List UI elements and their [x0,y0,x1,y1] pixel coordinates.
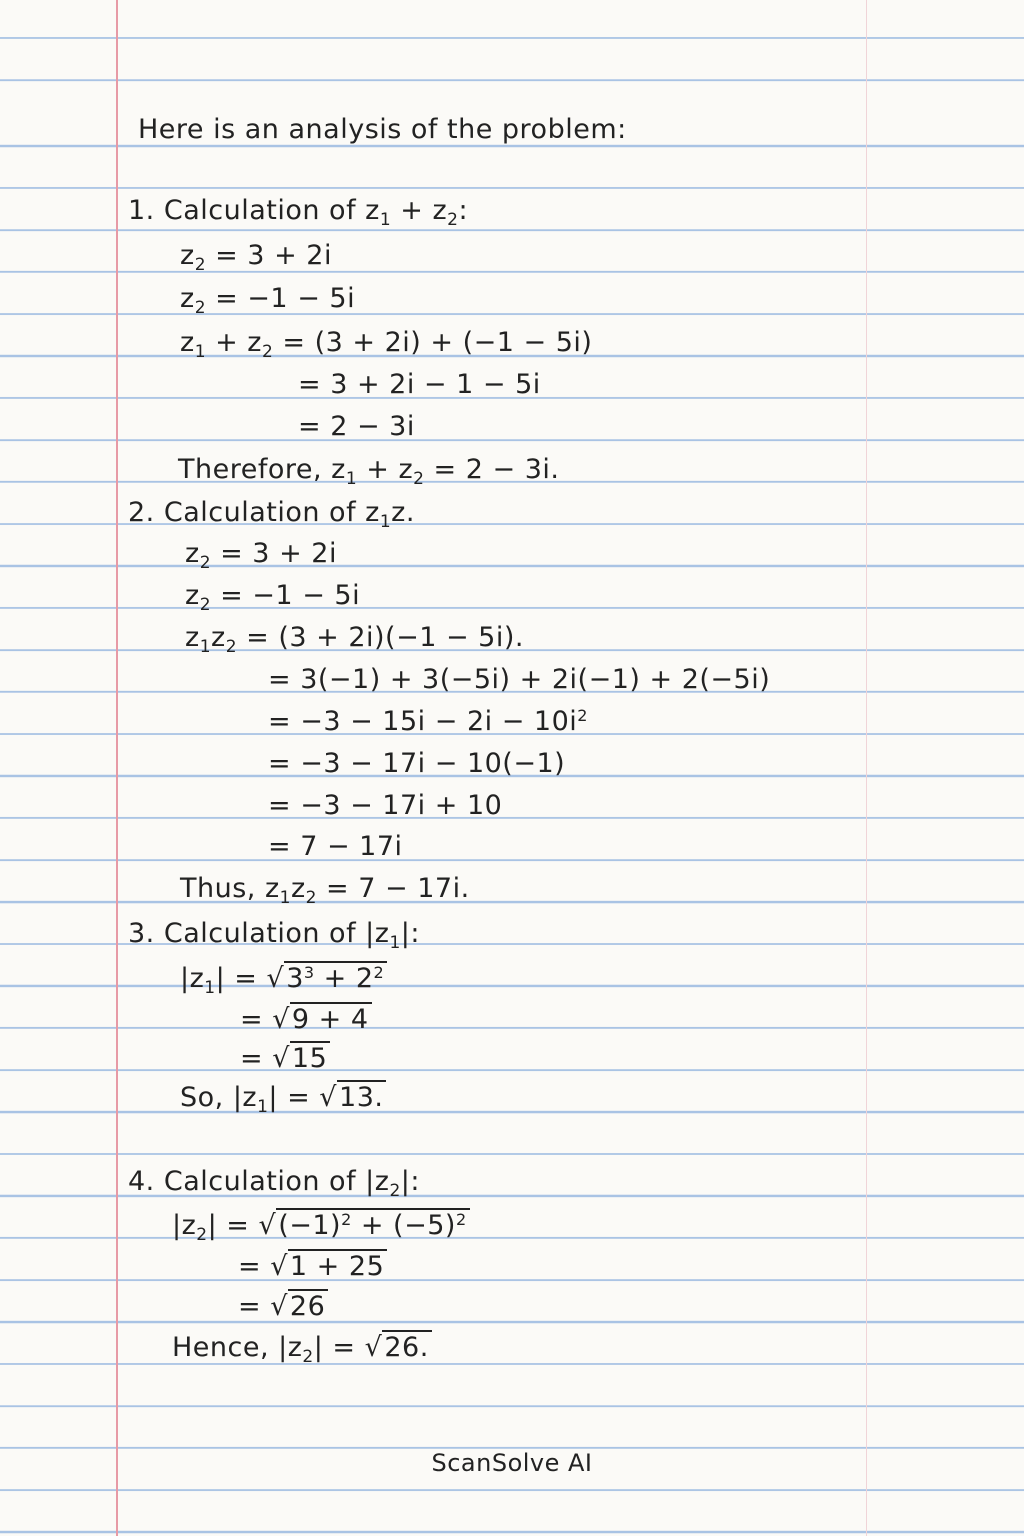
section-1-line-2: $z_2 = -1 - 5i$ [180,283,356,318]
radicand: 9 + 4 [290,1002,372,1035]
notebook-margin-line [116,0,118,1536]
section-3-conclusion: So, $|z_1| = √13$. [180,1081,386,1115]
section-2-line-5: = $-3 - 15i - 2i - 10i^2$ [268,706,588,737]
section-1-title: 1. Calculation of $z_1 + z_2$: [128,195,469,230]
radicand: 26. [382,1330,431,1363]
radicand: 15 [290,1041,330,1074]
section-3-line-3: = √15 [240,1042,330,1076]
section-1-line-3: $z_1 + z_2 = (3 + 2i) + (-1 - 5i)$ [180,327,593,362]
section-2-line-6: = −3 − 17i − 10(−1) [268,748,566,779]
radicand: 1 + 25 [288,1249,387,1282]
section-2-line-2: $z_2 = -1 - 5i$ [185,580,361,615]
radicand: $(-1)^2 + (-5)^2$ [276,1208,469,1241]
radicand: $3^3 + 2^2$ [284,961,387,994]
heading: Here is an analysis of the problem: [138,114,627,145]
section-2-line-3: $z_1z_2 = (3 + 2i)(-1 - 5i)$. [185,622,524,657]
section-2-conclusion: Thus, $z_1z_2 = 7 - 17i$. [180,873,470,908]
radicand: 13. [337,1080,386,1113]
section-3-line-2: = √9 + 4 [240,1003,372,1037]
section-2-line-1: $z_2 = 3 + 2i$ [185,538,337,573]
section-3-line-1: $|z_1| = √3^3 + 2^2$ [180,962,387,996]
section-3-title: 3. Calculation of $|z_1|$: [128,918,420,953]
footer-brand: ScanSolve AI [431,1449,593,1477]
notebook-faint-line [866,0,867,1536]
section-1-line-4: = 3 + 2i − 1 − 5i [298,369,541,400]
section-4-line-2: = √1 + 25 [238,1250,387,1284]
section-2-line-8: = 7 − 17i [268,831,403,862]
radicand: 26 [288,1289,328,1322]
section-4-line-1: $|z_2| = √(-1)^2 + (-5)^2$ [172,1209,470,1243]
section-4-title: 4. Calculation of $|z_2|$: [128,1166,420,1201]
section-4-line-3: = √26 [238,1290,328,1324]
section-2-title: 2. Calculation of $z_1z$. [128,497,415,532]
section-1-line-5: = 2 − 3i [298,411,415,442]
section-4-conclusion: Hence, $|z_2| = √26$. [172,1331,432,1365]
section-2-line-7: = −3 − 17i + 10 [268,790,503,821]
section-1-conclusion: Therefore, $z_1 + z_2 = 2 - 3i$. [178,454,560,489]
section-1-line-1: $z_2 = 3 + 2i$ [180,240,332,275]
section-2-line-4: = 3(−1) + 3(−5i) + 2i(−1) + 2(−5i) [268,664,771,695]
